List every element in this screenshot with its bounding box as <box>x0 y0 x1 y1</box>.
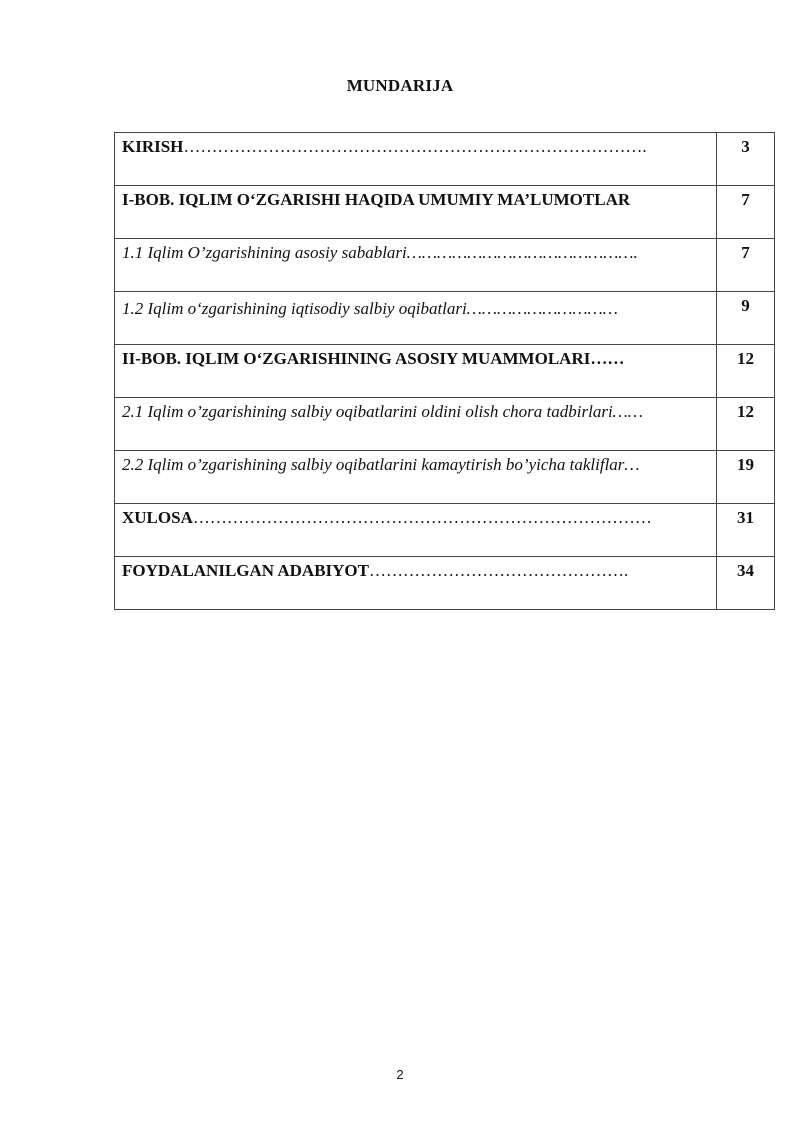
toc-page-number: 9 <box>741 296 750 315</box>
toc-row-section-2-2 <box>115 451 775 504</box>
toc-entry-title: XULOSA <box>122 508 193 527</box>
toc-row-kirish <box>115 133 775 186</box>
toc-row-adabiyot <box>115 557 775 610</box>
toc-entry[interactable] <box>115 133 717 186</box>
toc-page-cell <box>717 557 775 610</box>
toc-leader-dots: ………………………………………. <box>406 243 638 262</box>
page-title: MUNDARIJA <box>346 76 454 95</box>
toc-entry-title: 1.2 Iqlim o‘zgarishining iqtisodiy salbiy oqibatlari <box>122 299 467 318</box>
toc-entry-title: 2.2 Iqlim o’zgarishining salbiy oqibatlarini kamaytirish bo’yicha takliflar… <box>122 455 640 474</box>
toc-entry[interactable] <box>115 239 717 292</box>
page-number: 2 <box>396 1067 404 1082</box>
toc-leader-dots: ………………………………………………………………………. <box>183 137 647 156</box>
toc-page-number: 3 <box>741 137 750 156</box>
toc-entry-title: KIRISH <box>122 137 184 156</box>
toc-page-number: 7 <box>741 243 750 262</box>
toc-page-cell <box>717 451 775 504</box>
toc-page-number: 19 <box>737 455 754 474</box>
toc-page-cell <box>717 292 775 345</box>
toc-page-number: 34 <box>737 561 754 580</box>
toc-page-number: 7 <box>741 190 750 209</box>
toc-entry[interactable] <box>115 451 717 504</box>
toc-row-xulosa <box>115 504 775 557</box>
toc-page-cell <box>717 504 775 557</box>
table-of-contents <box>114 132 775 610</box>
toc-page-cell <box>717 186 775 239</box>
toc-entry[interactable] <box>115 186 717 239</box>
toc-row-chapter-1 <box>115 186 775 239</box>
toc-leader-dots: ……………………………………………………………………… <box>192 508 652 527</box>
toc-entry[interactable] <box>115 398 717 451</box>
toc-page-cell <box>717 345 775 398</box>
toc-entry-title: 2.1 Iqlim o’zgarishining salbiy oqibatlarini oldini olish chora tadbirlari…… <box>122 402 643 421</box>
toc-leader-dots: ………………………… <box>466 299 618 318</box>
toc-page-number: 31 <box>737 508 754 527</box>
toc-page-cell <box>717 239 775 292</box>
toc-row-section-1-2 <box>115 292 775 345</box>
toc-page-number: 12 <box>737 402 754 421</box>
toc-page-number: 12 <box>737 349 754 368</box>
toc-entry[interactable] <box>115 504 717 557</box>
toc-row-section-2-1 <box>115 398 775 451</box>
toc-row-section-1-1 <box>115 239 775 292</box>
toc-leader-dots: ………………………………………. <box>369 561 629 580</box>
toc-entry-title: I-BOB. IQLIM O‘ZGARISHI HAQIDA UMUMIY MA’LUMOTLAR <box>122 190 631 209</box>
toc-entry[interactable] <box>115 345 717 398</box>
toc-entry-title: 1.1 Iqlim O’zgarishining asosiy sabablari <box>122 243 407 262</box>
toc-row-chapter-2 <box>115 345 775 398</box>
toc-page-cell <box>717 398 775 451</box>
toc-entry-title: FOYDALANILGAN ADABIYOT <box>122 561 369 580</box>
toc-entry[interactable] <box>115 292 717 345</box>
toc-entry[interactable] <box>115 557 717 610</box>
toc-page-cell <box>717 133 775 186</box>
toc-entry-title: II-BOB. IQLIM O‘ZGARISHINING ASOSIY MUAMMOLARI…… <box>122 349 625 368</box>
